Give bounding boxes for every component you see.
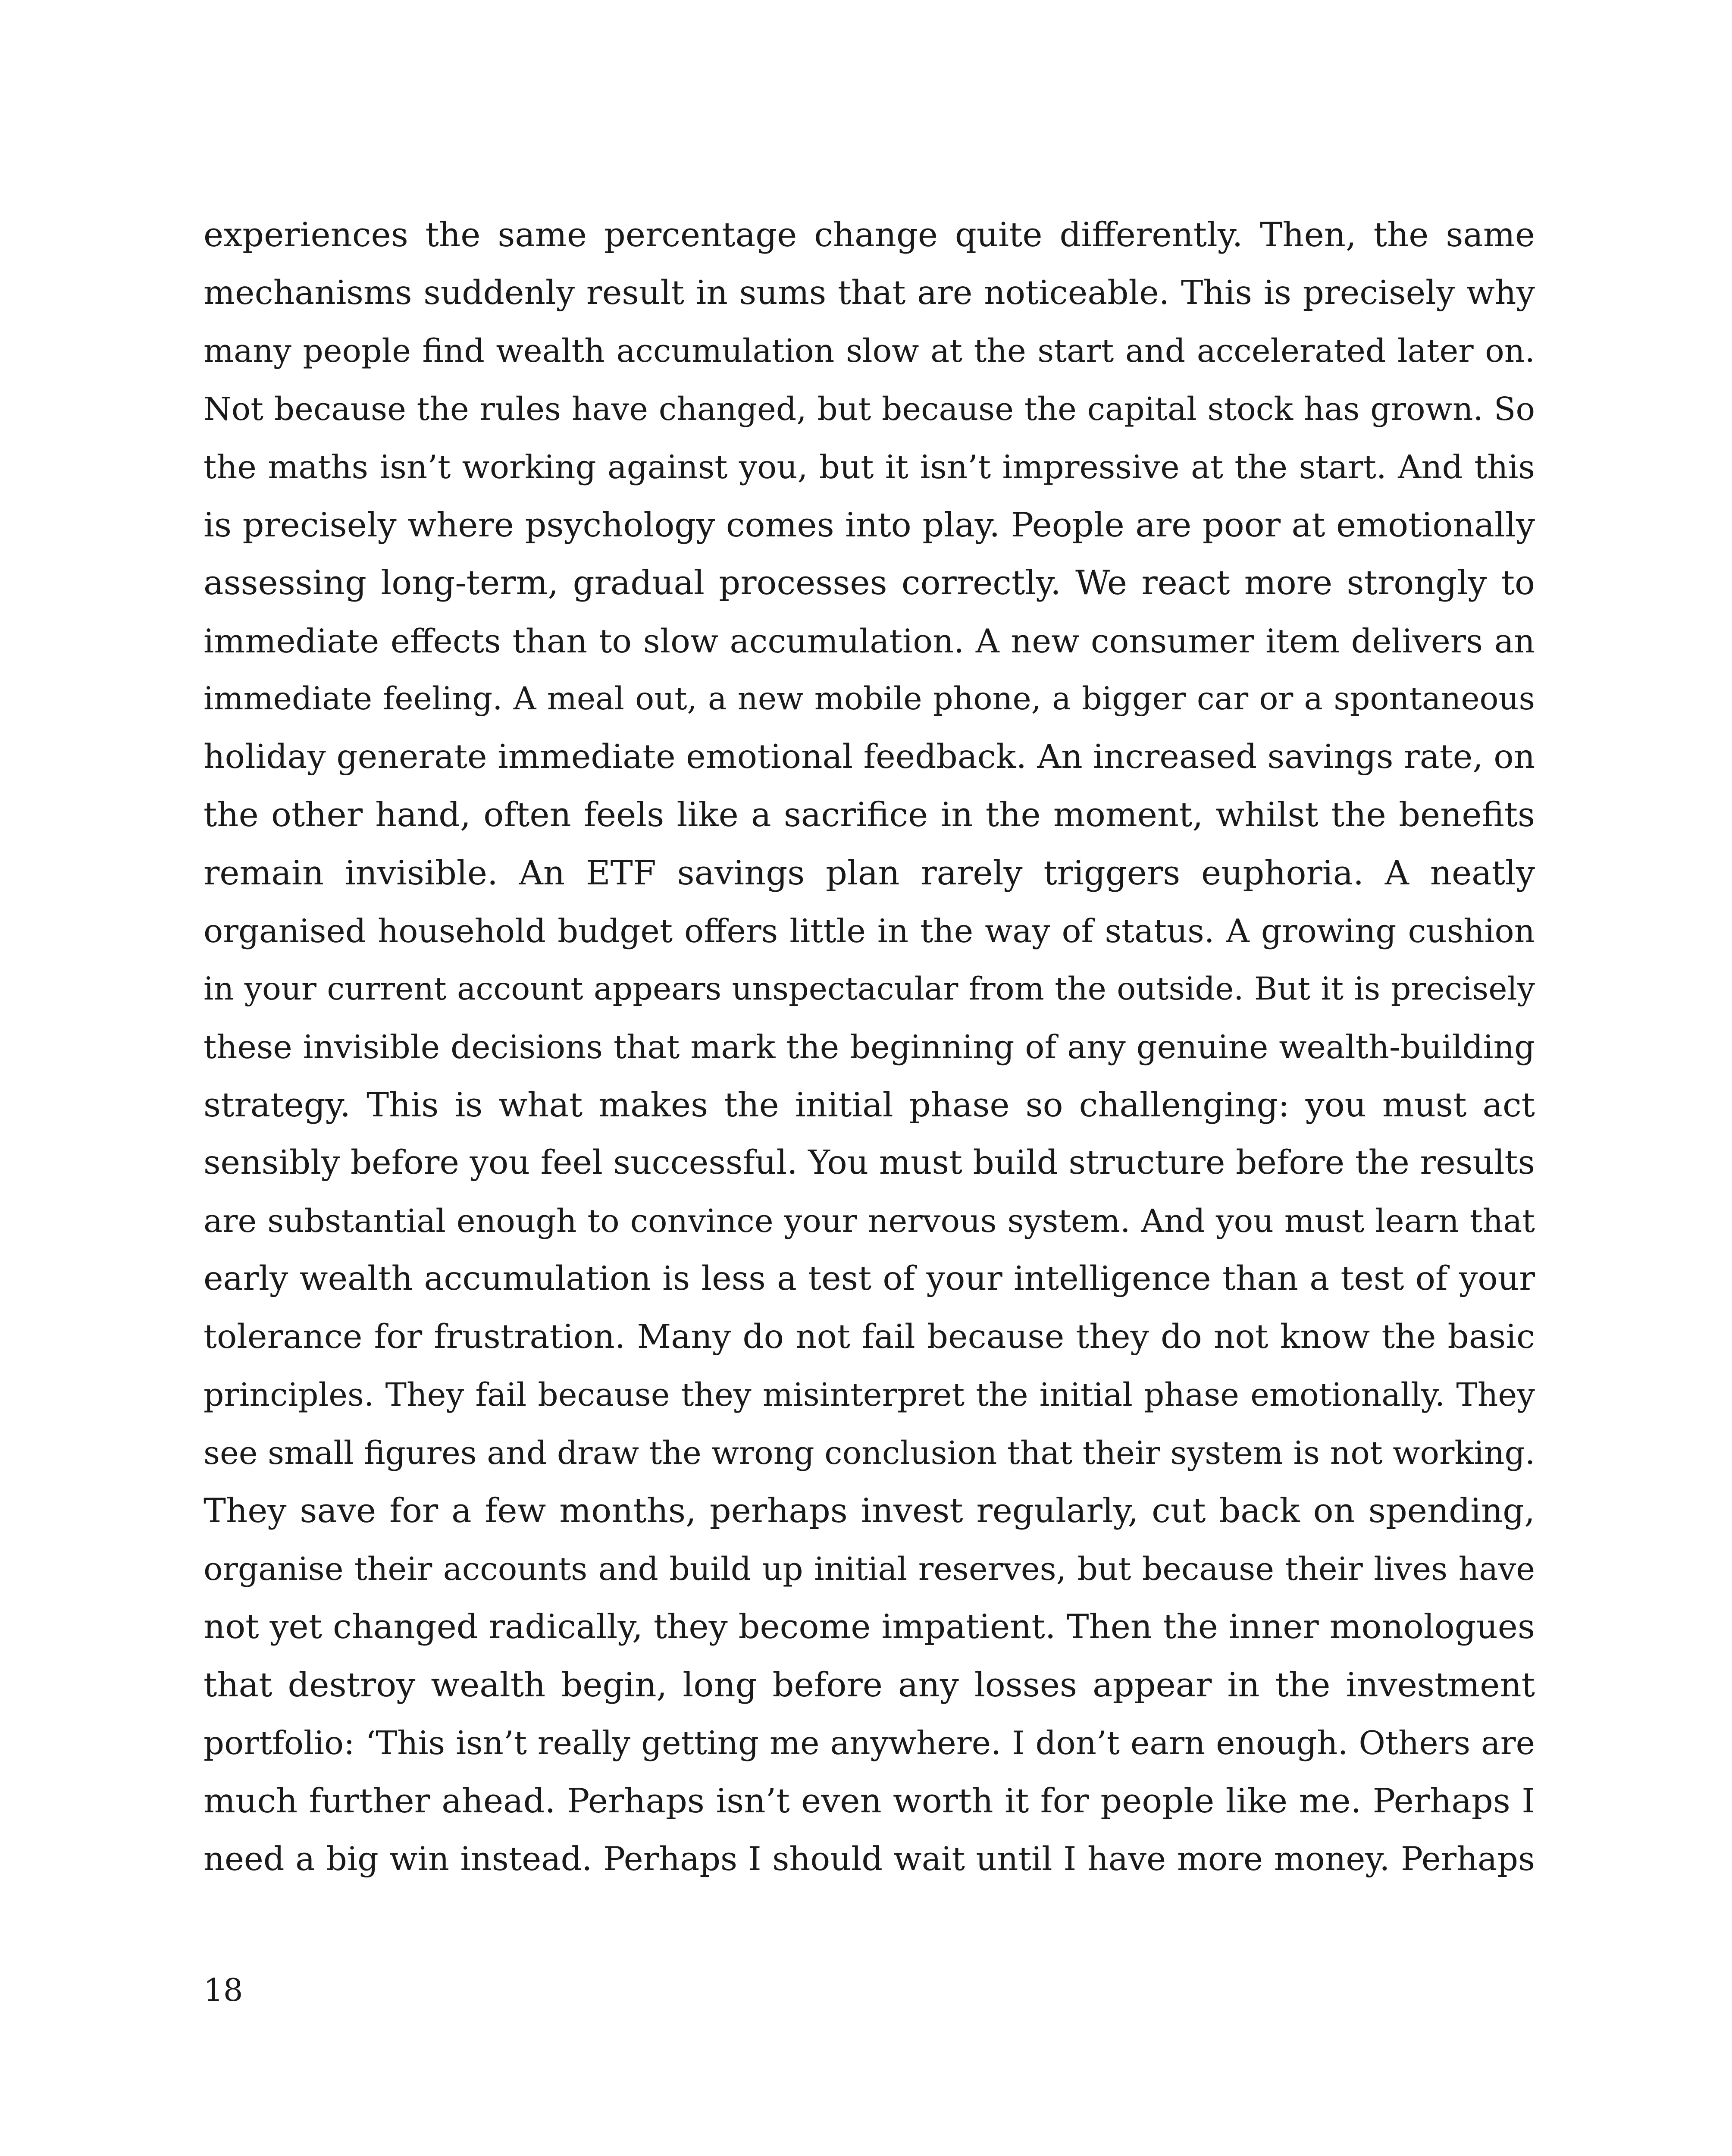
text-line: portfolio: ‘This isn’t really getting me anywhere. I don’t earn enough. Others are xyxy=(204,1724,1535,1762)
text-line: in your current account appears unspectacular from the outside. But it is precisely xyxy=(204,970,1535,1007)
text-line: many people find wealth accumulation slow at the start and accelerated later on. xyxy=(204,332,1535,370)
text-line: experiences the same percentage change quite differently. Then, the same xyxy=(204,216,1535,254)
text-line: remain invisible. An ETF savings plan rarely triggers euphoria. A neatly xyxy=(204,853,1535,893)
text-line: these invisible decisions that mark the beginning of any genuine wealth-building xyxy=(204,1028,1535,1066)
text-line: principles. They fail because they misinterpret the initial phase emotionally. They xyxy=(204,1376,1535,1413)
text-line: immediate effects than to slow accumulation. A new consumer item delivers an xyxy=(204,621,1535,660)
text-line: sensibly before you feel successful. You must build structure before the results xyxy=(204,1144,1535,1182)
text-line: organise their accounts and build up initial reserves, but because their lives have xyxy=(204,1550,1535,1588)
text-line: the maths isn’t working against you, but it isn’t impressive at the start. And this xyxy=(204,448,1535,486)
text-line: are substantial enough to convince your nervous system. And you must learn that xyxy=(204,1202,1535,1240)
text-line: immediate feeling. A meal out, a new mobile phone, a bigger car or a spontaneous xyxy=(204,680,1535,717)
text-line: strategy. This is what makes the initial phase so challenging: you must act xyxy=(204,1085,1535,1125)
text-line: see small figures and draw the wrong conclusion that their system is not working. xyxy=(204,1434,1535,1472)
text-line: the other hand, often feels like a sacrifice in the moment, whilst the benefits xyxy=(204,796,1535,834)
text-line: not yet changed radically, they become impatient. Then the inner monologues xyxy=(204,1608,1535,1646)
body-text xyxy=(204,206,1535,1888)
text-line: mechanisms suddenly result in sums that are noticeable. This is precisely why xyxy=(204,273,1535,312)
text-line: assessing long-term, gradual processes correctly. We react more strongly to xyxy=(204,564,1535,602)
page-number: 18 xyxy=(204,1972,243,2008)
text-line: They save for a few months, perhaps invest regularly, cut back on spending, xyxy=(204,1492,1535,1530)
text-line: need a big win instead. Perhaps I should wait until I have more money. Perhaps xyxy=(204,1839,1535,1878)
text-line: early wealth accumulation is less a test of your intelligence than a test of your xyxy=(204,1260,1535,1298)
text-line: holiday generate immediate emotional feedback. An increased savings rate, on xyxy=(204,737,1535,776)
text-line: organised household budget offers little in the way of status. A growing cushion xyxy=(204,912,1535,950)
text-line: is precisely where psychology comes into play. People are poor at emotionally xyxy=(204,505,1535,545)
text-line: Not because the rules have changed, but because the capital stock has grown. So xyxy=(204,390,1535,428)
text-line: much further ahead. Perhaps isn’t even worth it for people like me. Perhaps I xyxy=(204,1781,1535,1821)
text-line: that destroy wealth begin, long before any losses appear in the investment xyxy=(204,1665,1535,1705)
text-line: tolerance for frustration. Many do not fail because they do not know the basic xyxy=(204,1317,1535,1356)
